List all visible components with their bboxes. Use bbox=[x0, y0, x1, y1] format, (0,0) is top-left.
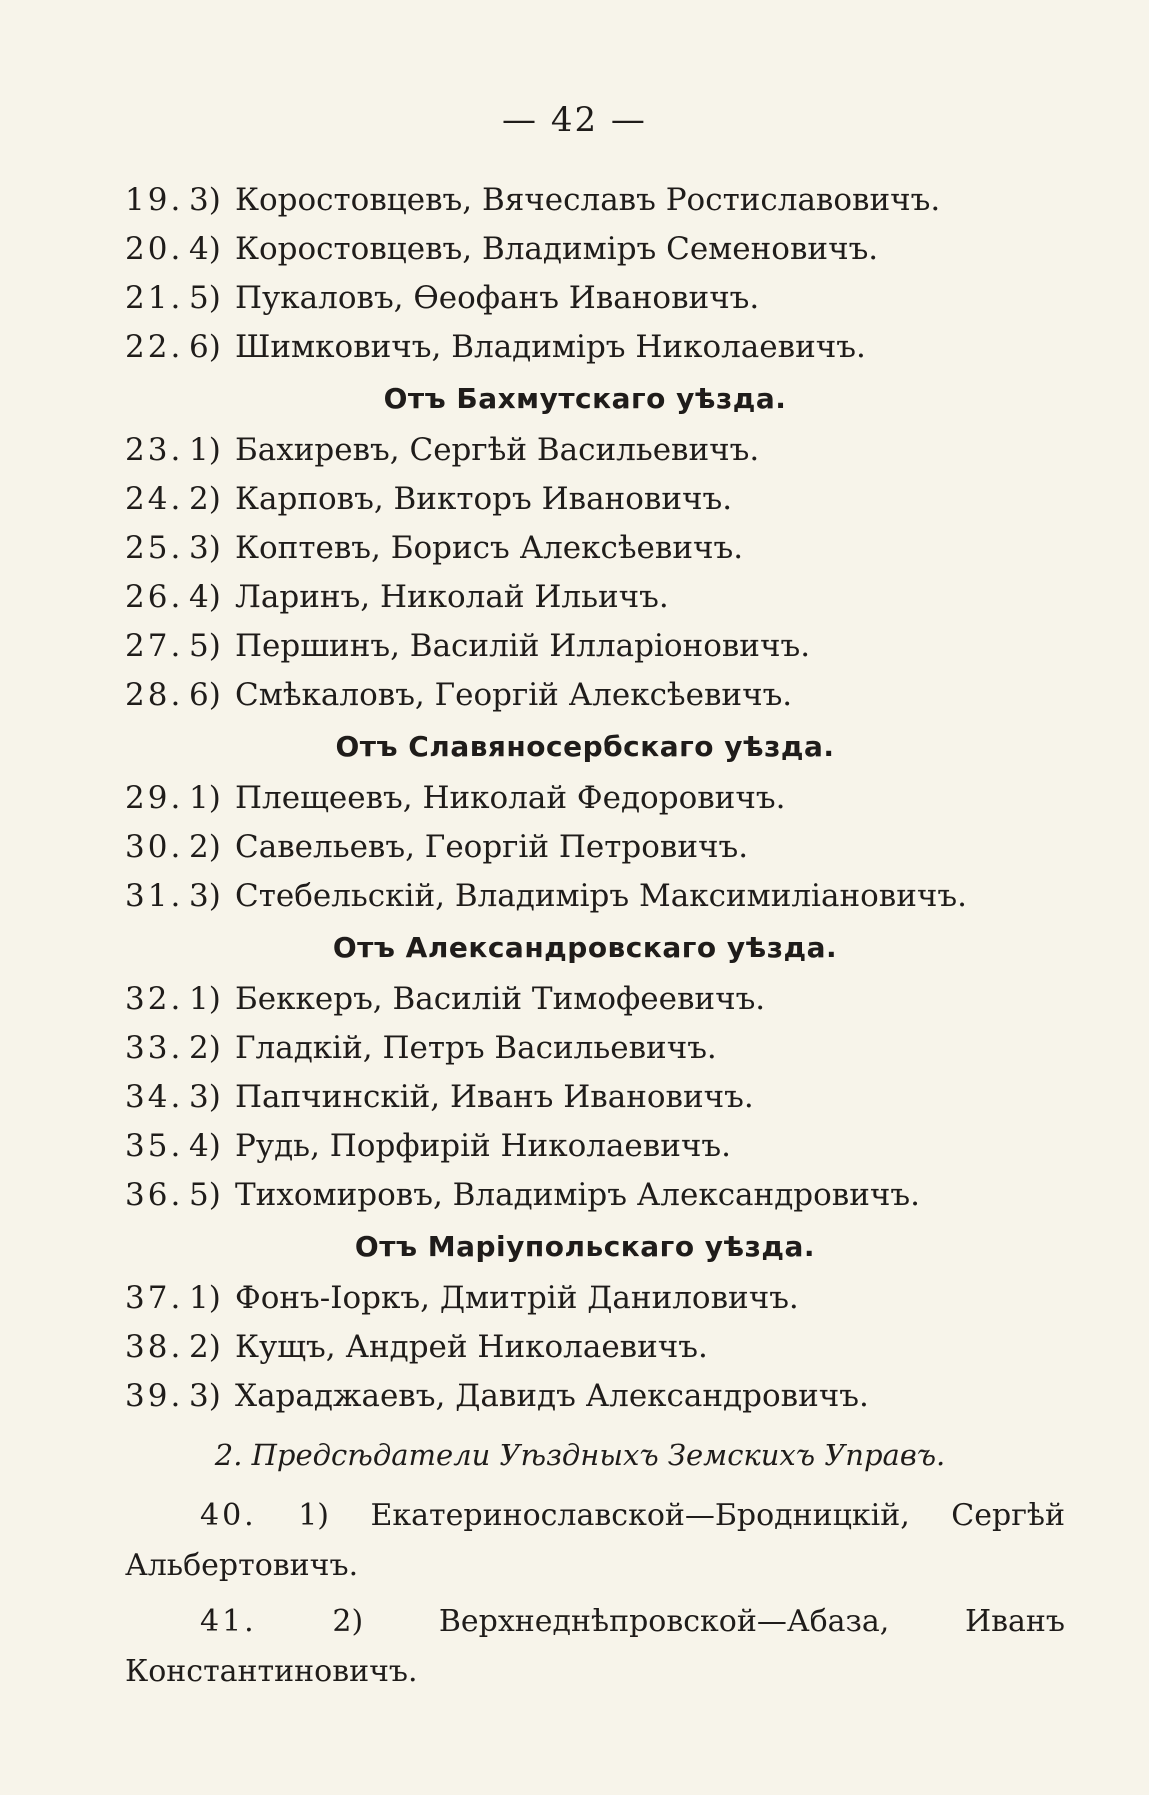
entry-number: 22. bbox=[125, 329, 184, 365]
entry-name: Ларинъ, Николай Ильичъ. bbox=[235, 579, 669, 615]
entry-name: Тихомировъ, Владиміръ Александровичъ. bbox=[235, 1177, 920, 1213]
entry-number: 24. bbox=[125, 481, 184, 517]
entry-name: Савельевъ, Георгій Петровичъ. bbox=[235, 829, 749, 865]
list-item bbox=[125, 823, 1075, 872]
entry-subnumber: 6) bbox=[189, 329, 221, 365]
list-item bbox=[125, 1024, 1075, 1073]
entry-number: 40. bbox=[200, 1498, 257, 1533]
entry-subnumber: 1) bbox=[189, 432, 221, 468]
district-heading-slavyanoserbsk: Отъ Славяносербскаго уѣзда. bbox=[335, 730, 835, 763]
entry-name: Карповъ, Викторъ Ивановичъ. bbox=[235, 481, 733, 517]
entry-subnumber: 2) bbox=[332, 1604, 364, 1639]
list-item bbox=[125, 1274, 1075, 1323]
entry-number: 37. bbox=[125, 1280, 184, 1316]
list-item bbox=[125, 975, 1075, 1024]
list-item bbox=[125, 1171, 1075, 1220]
list-item bbox=[125, 225, 1075, 274]
entry-name: Коростовцевъ, Владиміръ Семеновичъ. bbox=[235, 231, 879, 267]
entry-name: Пукаловъ, Ѳеофанъ Ивановичъ. bbox=[235, 280, 760, 316]
entry-name: Стебельскій, Владиміръ Максимиліановичъ. bbox=[235, 878, 967, 914]
entry-subnumber: 2) bbox=[189, 481, 221, 517]
section-title-chairmen: 2. Предсѣдатели Уѣздныхъ Земскихъ Управъ. bbox=[214, 1438, 946, 1472]
entry-subnumber: 1) bbox=[189, 981, 221, 1017]
entry-number: 36. bbox=[125, 1177, 184, 1213]
entry-subnumber: 4) bbox=[189, 231, 221, 267]
entry-subnumber: 1) bbox=[189, 1280, 221, 1316]
list-item bbox=[125, 176, 1075, 225]
entry-number: 27. bbox=[125, 628, 184, 664]
list-item bbox=[125, 622, 1075, 671]
entry-number: 19. bbox=[125, 182, 184, 218]
entry-name: Смѣкаловъ, Георгій Алексѣевичъ. bbox=[235, 677, 793, 713]
entry-number: 35. bbox=[125, 1128, 184, 1164]
page-number: — 42 — bbox=[502, 100, 647, 140]
list-item bbox=[125, 774, 1075, 823]
list-item bbox=[125, 1323, 1075, 1372]
list-item bbox=[125, 573, 1075, 622]
entry-number: 28. bbox=[125, 677, 184, 713]
list-item bbox=[125, 426, 1075, 475]
entry-name: Рудь, Порфирій Николаевичъ. bbox=[235, 1128, 731, 1164]
list-item bbox=[125, 524, 1075, 573]
district-heading-mariupol: Отъ Маріупольскаго уѣзда. bbox=[354, 1230, 816, 1263]
paragraph-entry bbox=[125, 1597, 1065, 1697]
entry-name: Шимковичъ, Владиміръ Николаевичъ. bbox=[235, 329, 866, 365]
entry-subnumber: 3) bbox=[189, 1079, 221, 1115]
entry-number: 26. bbox=[125, 579, 184, 615]
entry-subnumber: 5) bbox=[189, 628, 221, 664]
list-item bbox=[125, 1122, 1075, 1171]
entry-name: Коростовцевъ, Вячеславъ Ростиславовичъ. bbox=[235, 182, 941, 218]
entry-number: 39. bbox=[125, 1378, 184, 1414]
entry-subnumber: 3) bbox=[189, 182, 221, 218]
entry-name: Беккеръ, Василій Тимофеевичъ. bbox=[235, 981, 766, 1017]
entry-number: 21. bbox=[125, 280, 184, 316]
entry-name: Папчинскій, Иванъ Ивановичъ. bbox=[235, 1079, 754, 1115]
entry-name: Кущъ, Андрей Николаевичъ. bbox=[235, 1329, 708, 1365]
entry-subnumber: 2) bbox=[189, 1329, 221, 1365]
entry-name: Бахиревъ, Сергѣй Васильевичъ. bbox=[235, 432, 760, 468]
entry-subnumber: 3) bbox=[189, 878, 221, 914]
list-item bbox=[125, 1073, 1075, 1122]
entry-number: 23. bbox=[125, 432, 184, 468]
list-item bbox=[125, 323, 1075, 372]
district-heading-bakhmut: Отъ Бахмутскаго уѣзда. bbox=[383, 382, 787, 415]
entry-subnumber: 5) bbox=[189, 280, 221, 316]
list-item bbox=[125, 1372, 1075, 1421]
entry-number: 29. bbox=[125, 780, 184, 816]
list-item bbox=[125, 872, 1075, 921]
entry-name: Хараджаевъ, Давидъ Александровичъ. bbox=[235, 1378, 869, 1414]
list-item bbox=[125, 475, 1075, 524]
entry-number: 34. bbox=[125, 1079, 184, 1115]
entry-name: Фонъ-Іоркъ, Дмитрій Даниловичъ. bbox=[235, 1280, 799, 1316]
entry-name: Коптевъ, Борисъ Алексѣевичъ. bbox=[235, 530, 744, 566]
entry-subnumber: 6) bbox=[189, 677, 221, 713]
entry-name: Першинъ, Василій Илларіоновичъ. bbox=[235, 628, 811, 664]
member-list bbox=[125, 176, 1075, 1697]
entry-number: 31. bbox=[125, 878, 184, 914]
entry-subnumber: 2) bbox=[189, 829, 221, 865]
entry-text: Екатеринославской—Бродницкій, Сергѣй Альбертовичъ. bbox=[125, 1498, 1065, 1583]
entry-text: Верхнеднѣпровской—Абаза, Иванъ Константиновичъ. bbox=[125, 1604, 1065, 1689]
entry-subnumber: 1) bbox=[298, 1498, 329, 1533]
entry-number: 32. bbox=[125, 981, 184, 1017]
entry-subnumber: 3) bbox=[189, 530, 221, 566]
entry-subnumber: 4) bbox=[189, 579, 221, 615]
entry-number: 25. bbox=[125, 530, 184, 566]
district-heading-aleksandrovsk: Отъ Александровскаго уѣзда. bbox=[332, 931, 838, 964]
entry-number: 20. bbox=[125, 231, 184, 267]
entry-subnumber: 3) bbox=[189, 1378, 221, 1414]
entry-name: Гладкій, Петръ Васильевичъ. bbox=[235, 1030, 717, 1066]
entry-name: Плещеевъ, Николай Федоровичъ. bbox=[235, 780, 786, 816]
entry-subnumber: 4) bbox=[189, 1128, 221, 1164]
list-item bbox=[125, 274, 1075, 323]
entry-number: 38. bbox=[125, 1329, 184, 1365]
paragraph-entry bbox=[125, 1491, 1065, 1591]
entry-subnumber: 2) bbox=[189, 1030, 221, 1066]
entry-number: 30. bbox=[125, 829, 184, 865]
entry-number: 41. bbox=[200, 1604, 257, 1639]
entry-subnumber: 5) bbox=[189, 1177, 221, 1213]
list-item bbox=[125, 671, 1075, 720]
entry-subnumber: 1) bbox=[189, 780, 221, 816]
entry-number: 33. bbox=[125, 1030, 184, 1066]
